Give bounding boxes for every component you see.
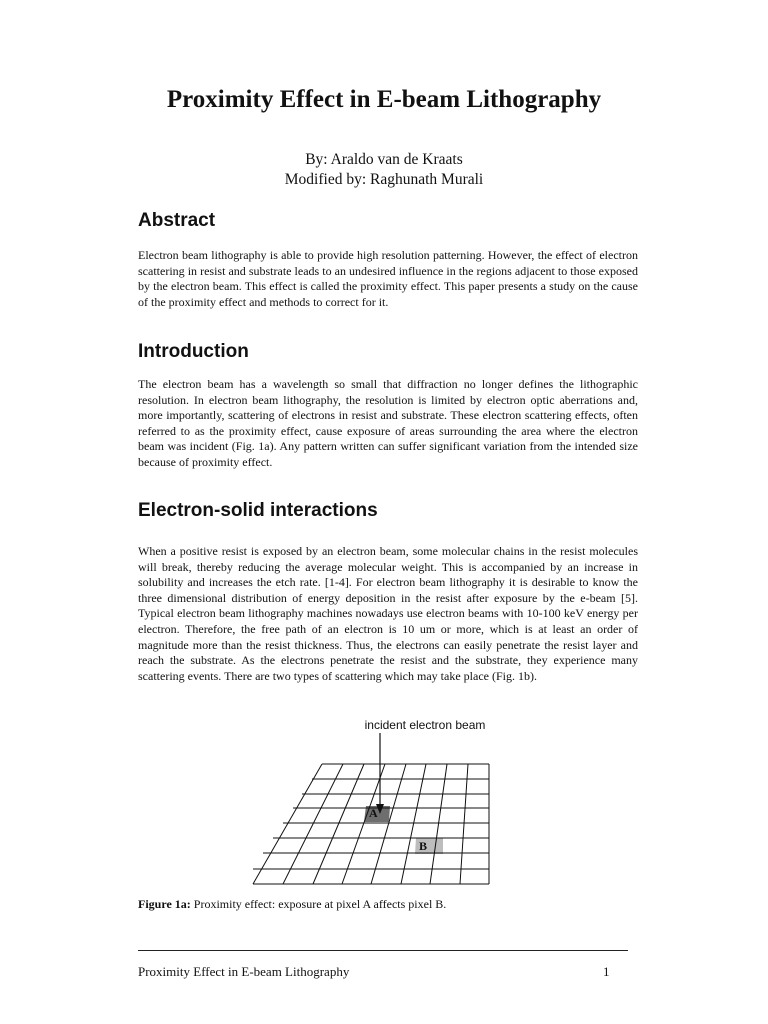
abstract-paragraph: Electron beam lithography is able to provide high resolution patterning. However, the effect of electron scattering in resist and substrate leads to an undesired influence in the regions adjacent to those exposed by the electron beam. This effect is called the proximity effect. This paper presents a study on the cause of the proximity effect and methods to correct for it.: [138, 248, 638, 309]
page-number: 1: [603, 964, 610, 979]
proximity-effect-figure: [240, 712, 510, 892]
introduction-heading: Introduction: [138, 341, 249, 362]
pixel-grid-diagram: [240, 712, 510, 892]
electron-solid-heading: Electron-solid interactions: [138, 500, 378, 521]
abstract-heading: Abstract: [138, 210, 216, 231]
beam-label: incident electron beam: [364, 718, 486, 732]
pixel-a-label: A: [369, 806, 378, 820]
footer-divider: [138, 950, 628, 951]
footer-title: Proximity Effect in E-beam Lithography: [138, 964, 350, 979]
modified-by-line: Modified by: Raghunath Murali: [284, 171, 484, 188]
figure-caption-text: Proximity effect: exposure at pixel A affects pixel B.: [190, 897, 447, 911]
pixel-b-label: B: [419, 839, 428, 853]
author-line: By: Araldo van de Kraats: [305, 151, 463, 168]
figure-caption-label: Figure 1a:: [138, 897, 191, 911]
grid-lines: [253, 764, 489, 884]
figure-caption: [138, 897, 446, 912]
electron-solid-paragraph: When a positive resist is exposed by an electron beam, some molecular chains in the resist molecules will break, thereby reducing the average molecular weight. This is accompanied by an increase in solubility and increases the etch rate. [1-4]. For electron beam lithography it is desirable to know the three dimensional distribution of energy deposition in the resist after exposure by the e-beam [5]. Typical electron beam lithography machines nowadays use electron beams with 10-100 keV energy per electron. Therefore, the free path of an electron is 10 um or more, which is at least an order of magnitude more than the resist thickness. Thus, the electrons can easily penetrate the resist layer and reach the substrate. As the electrons penetrate the resist and the substrate, they experience many scattering events. There are two types of scattering which may take place (Fig. 1b).: [138, 544, 638, 683]
introduction-paragraph: The electron beam has a wavelength so small that diffraction no longer defines the lithographic resolution. In electron beam lithography, the resolution is limited by electron optic aberrations and, more importantly, scattering of electrons in resist and substrate. These electron scattering effects, often referred to as the proximity effect, cause exposure of areas surrounding the area where the electron beam was incident (Fig. 1a). Any pattern written can suffer significant variation from the intended size because of proximity effect.: [138, 377, 638, 469]
document-title: Proximity Effect in E-beam Lithography: [166, 86, 602, 113]
